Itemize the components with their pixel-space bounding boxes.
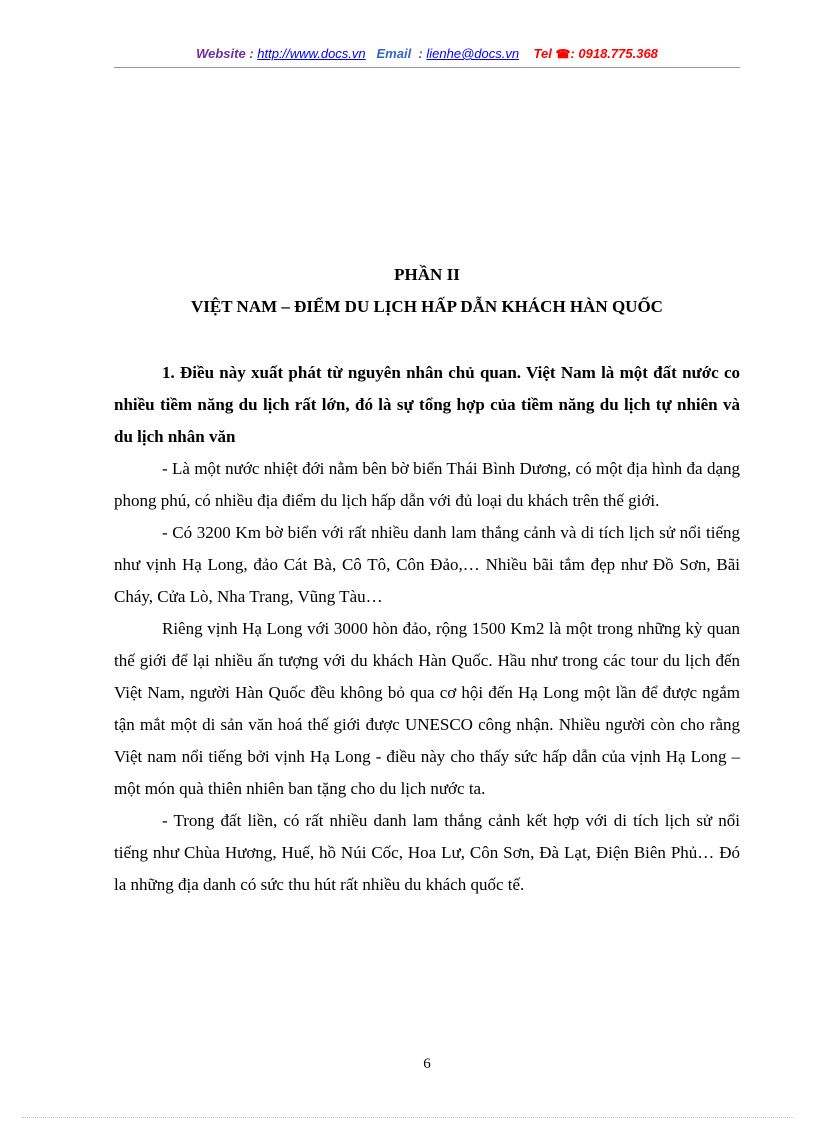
tel-label: Tel bbox=[533, 46, 552, 61]
part-title: PHẦN II bbox=[394, 265, 460, 284]
paragraph: - Có 3200 Km bờ biển với rất nhiều danh lam thắng cảnh và di tích lịch sử nổi tiếng như vịnh Hạ Long, đảo Cát Bà, Cô Tô, Côn Đảo,… Nhiều bãi tắm đẹp như Đồ Sơn, Bãi Cháy, Cửa Lò, Nha Trang, Vũng Tàu… bbox=[114, 523, 740, 606]
body-text bbox=[114, 357, 740, 901]
page-number: 6 bbox=[423, 1056, 431, 1072]
paragraph: - Trong đất liền, có rất nhiều danh lam thắng cảnh kết hợp với di tích lịch sử nổi tiếng như Chùa Hương, Huế, hồ Núi Cốc, Hoa Lư, Côn Sơn, Đà Lạt, Điện Biên Phủ… Đó la những địa danh có sức thu hút rất nhiều du khách quốc tế. bbox=[114, 811, 740, 894]
paragraph-intro: 1. Điều này xuất phát từ nguyên nhân chủ quan. Việt Nam là một đất nước co nhiều tiềm năng du lịch rất lớn, đó là sự tổng hợp của tiềm năng du lịch tự nhiên và du lịch nhân văn bbox=[114, 363, 740, 446]
section-title: VIỆT NAM – ĐIỂM DU LỊCH HẤP DẪN KHÁCH HÀN QUỐC bbox=[191, 297, 663, 316]
phone-icon: ☎ bbox=[555, 47, 571, 61]
paragraph: Riêng vịnh Hạ Long với 3000 hòn đảo, rộng 1500 Km2 là một trong những kỳ quan thế giới để lại nhiều ấn tượng với du khách Hàn Quốc. Hầu như trong các tour du lịch đến Việt Nam, người Hàn Quốc đều không bỏ qua cơ hội đến Hạ Long một lần để được ngắm tận mắt một di sản văn hoá thế giới được UNESCO công nhận. Nhiều người còn cho rằng Việt nam nổi tiếng bởi vịnh Hạ Long - điều này cho thấy sức hấp dẫn của vịnh Hạ Long – một món quà thiên nhiên ban tặng cho du lịch nước ta. bbox=[114, 619, 740, 798]
website-label: Website : bbox=[196, 46, 254, 61]
tel-number: : 0918.775.368 bbox=[570, 46, 658, 61]
paragraph: - Là một nước nhiệt đới nằm bên bờ biển Thái Bình Dương, có một địa hình đa dạng phong phú, có nhiều địa điểm du lịch hấp dẫn với đủ loại du khách trên thế giới. bbox=[114, 459, 740, 510]
footer-divider bbox=[22, 1117, 794, 1118]
website-link[interactable]: http://www.docs.vn bbox=[257, 46, 366, 61]
email-label: Email bbox=[376, 46, 412, 61]
email-link[interactable]: lienhe@docs.vn bbox=[426, 46, 520, 61]
page-header bbox=[114, 46, 740, 68]
email-separator: : bbox=[418, 46, 423, 61]
